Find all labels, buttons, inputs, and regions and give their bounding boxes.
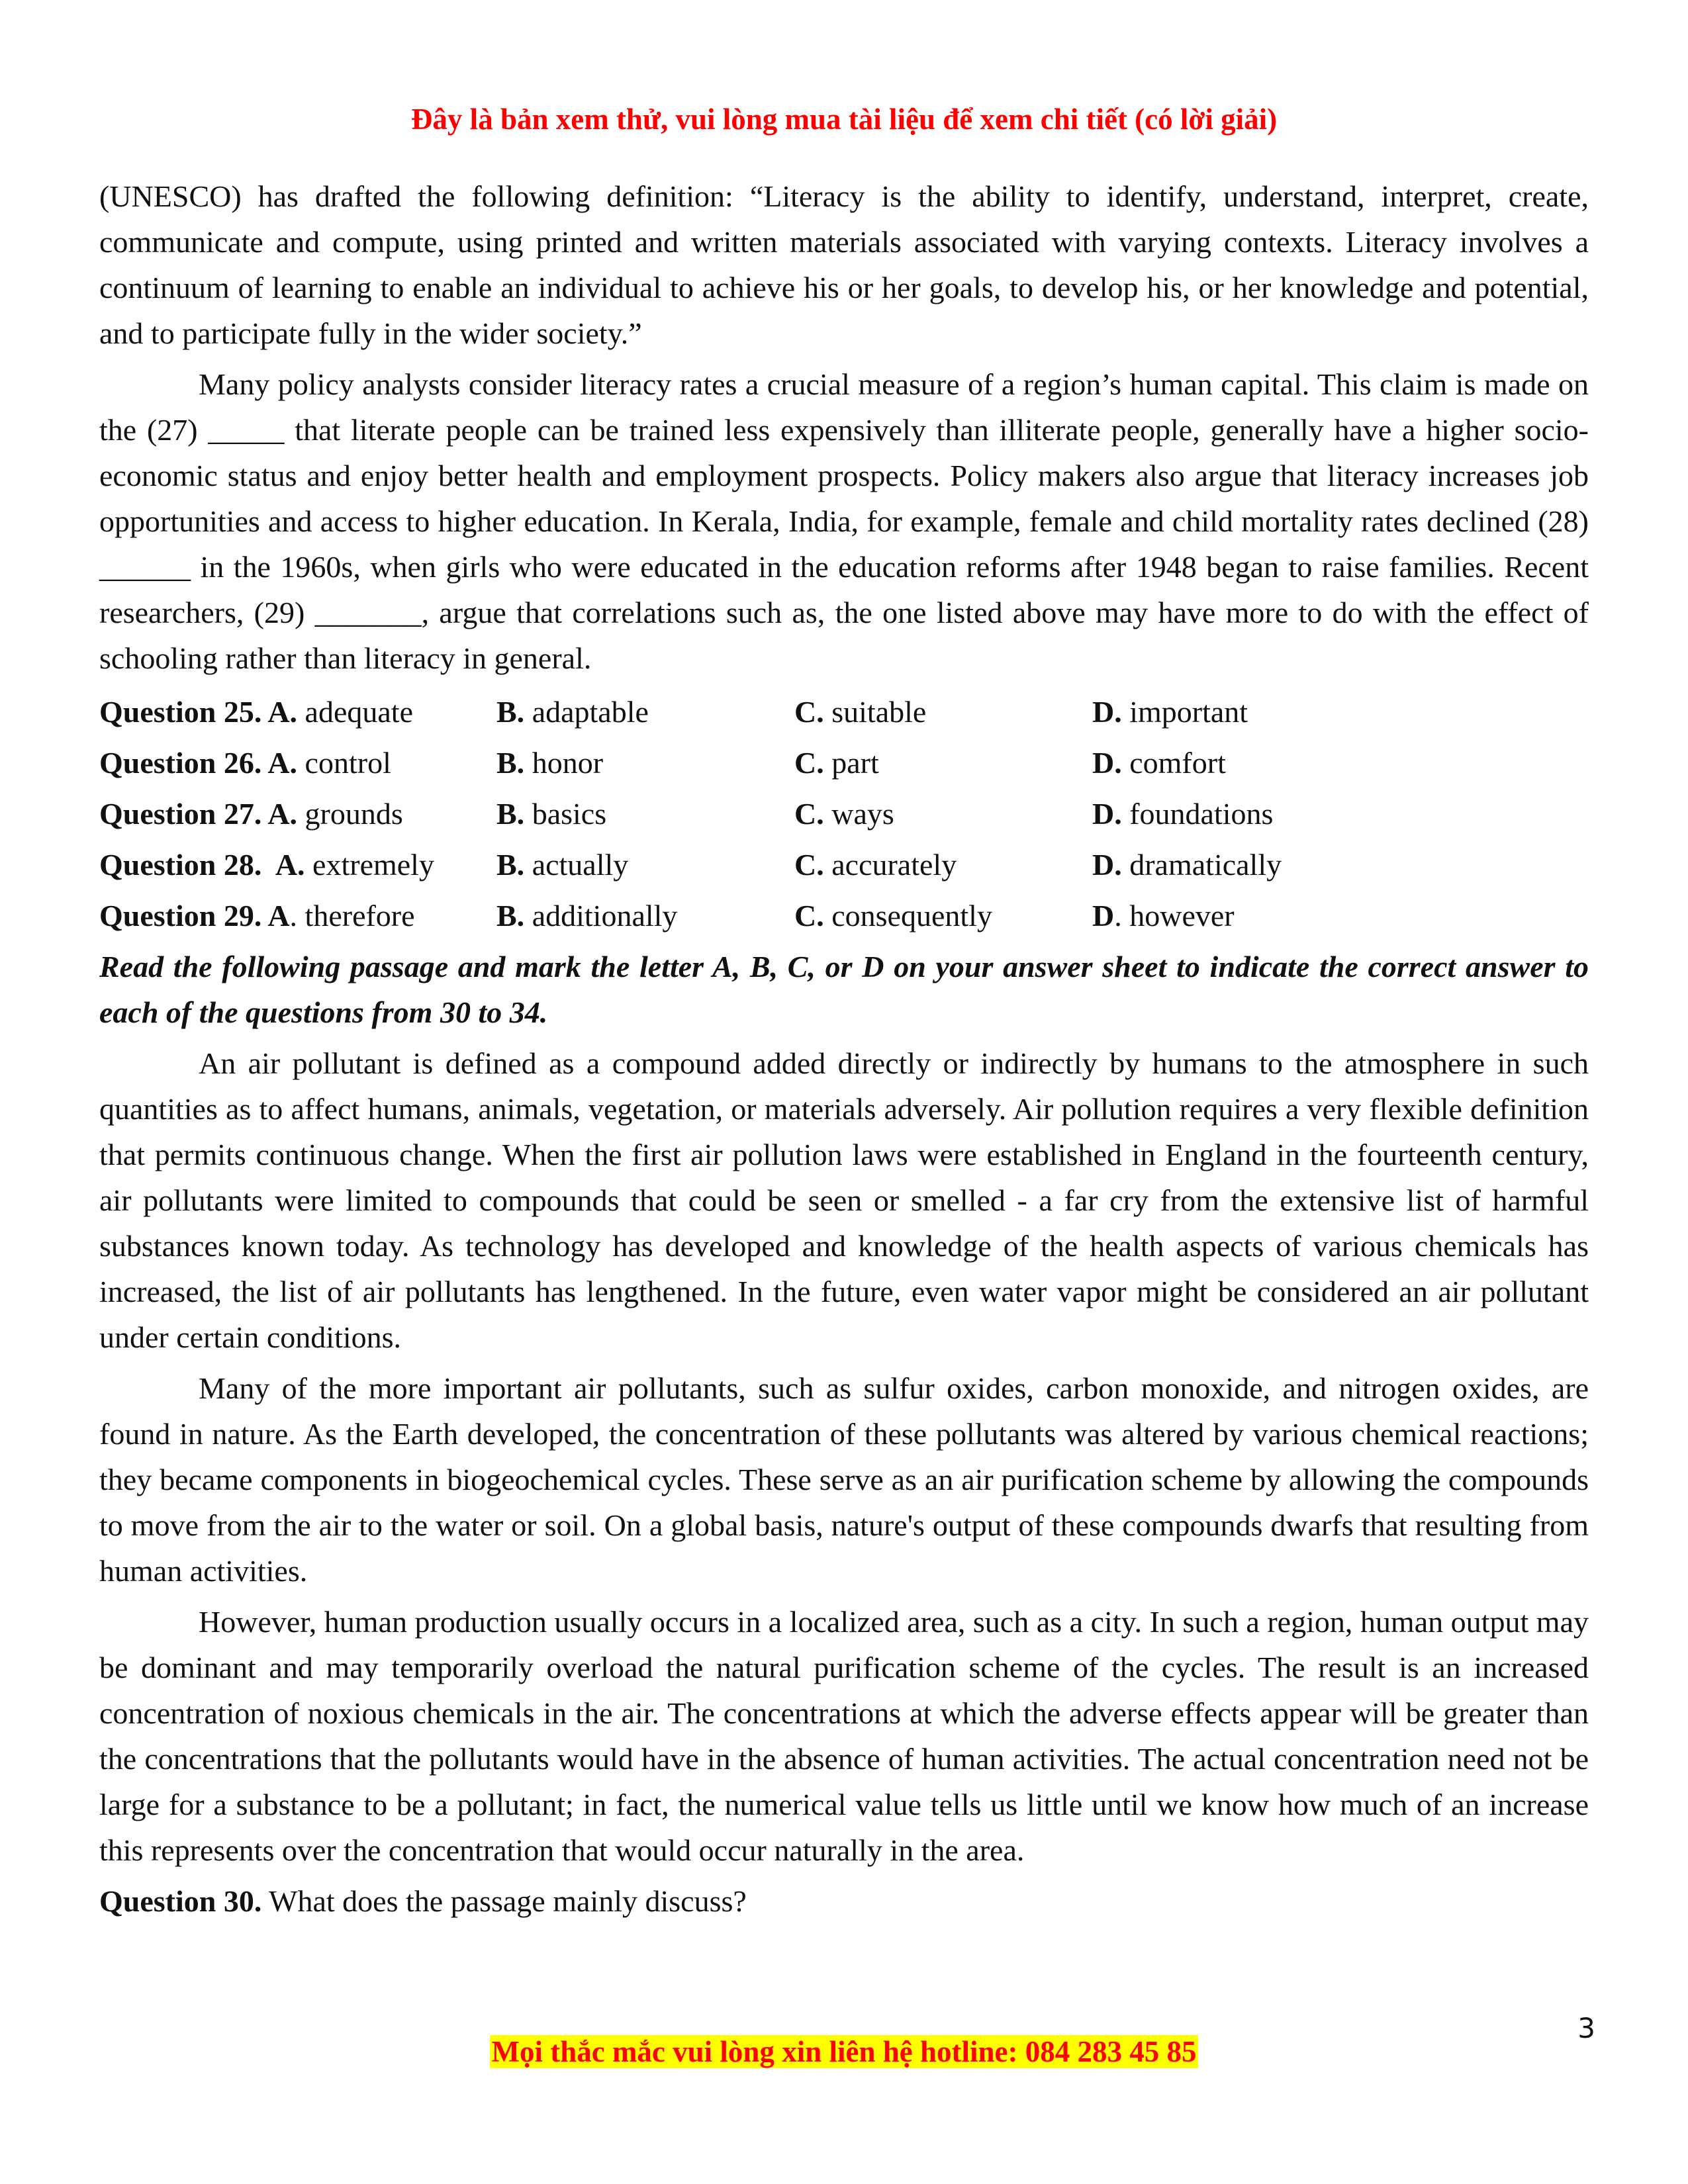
question-row: [99, 737, 1589, 788]
option-label: D.: [1092, 746, 1122, 780]
question-28: [99, 842, 496, 887]
document-body: [99, 173, 1589, 1929]
option-c: ways: [823, 797, 894, 831]
hotline-footer: [0, 2032, 1688, 2071]
option-a: . therefore: [289, 899, 415, 933]
option-a: adequate: [297, 695, 413, 729]
option-label: D.: [1092, 848, 1122, 882]
option-b: adaptable: [524, 695, 649, 729]
passage-paragraph-1: An air pollutant is defined as a compound added directly or indirectly by humans to the atmosphere in such quantities as to affect humans, animals, vegetation, or materials adversely. Air pollution requires a very flexible definition that permits continuous change. When the first air pollution laws were established in England in the fourteenth century, air pollutants were limited to compounds that could be seen or smelled - a far cry from the extensive list of harmful substances known today. As technology has developed and knowledge of the health aspects of various chemicals has increased, the list of air pollutants has lengthened. In the future, even water vapor might be considered an air pollutant under certain conditions.: [99, 1046, 1589, 1354]
option-d-cell: [1092, 842, 1489, 887]
option-label: C.: [794, 746, 824, 780]
option-d-cell: [1092, 689, 1489, 735]
hotline-text: Mọi thắc mắc vui lòng xin liên hệ hotline: 084 283 45 85: [491, 2035, 1197, 2068]
option-label: B.: [496, 899, 525, 933]
question-row: [99, 839, 1589, 890]
option-c: suitable: [823, 695, 927, 729]
passage-paragraph-3: However, human production usually occurs in a localized area, such as a city. In such a region, human output may be dominant and may temporarily overload the natural purification scheme of the cycles. The result is an increased concentration of noxious chemicals in the air. The concentrations at which the adverse effects appear will be greater than the concentrations that the pollutants would have in the absence of human activities. The actual concentration need not be large for a substance to be a pollutant; in fact, the numerical value tells us little until we know how much of an increase this represents over the concentration that would occur naturally in the area.: [99, 1605, 1589, 1867]
option-c-cell: [794, 842, 1092, 887]
option-d-cell: [1092, 791, 1489, 837]
option-b: honor: [524, 746, 604, 780]
option-a: extremely: [305, 848, 434, 882]
option-label: D.: [1092, 797, 1122, 831]
option-d: dramatically: [1121, 848, 1282, 882]
question-text: What does the passage mainly discuss?: [261, 1884, 747, 1918]
option-b-cell: [496, 791, 794, 837]
option-c-cell: [794, 740, 1092, 786]
option-c: accurately: [823, 848, 957, 882]
option-label: C.: [794, 848, 824, 882]
question-list: [99, 686, 1589, 941]
question-27: [99, 791, 496, 837]
question-29: [99, 893, 496, 938]
page-number: 3: [1577, 2012, 1595, 2044]
option-label: B.: [496, 797, 525, 831]
option-label: B.: [496, 695, 525, 729]
option-d: foundations: [1121, 797, 1274, 831]
option-b: actually: [524, 848, 629, 882]
option-label: C.: [794, 899, 824, 933]
option-c: consequently: [823, 899, 992, 933]
option-d: . however: [1114, 899, 1235, 933]
option-d-cell: [1092, 740, 1489, 786]
question-label: Question 29. A: [99, 899, 290, 933]
preview-notice: [0, 99, 1688, 139]
question-label: Question 30.: [99, 1884, 262, 1918]
option-c-cell: [794, 791, 1092, 837]
question-label: Question 26. A.: [99, 746, 298, 780]
preview-notice-text: Đây là bản xem thử, vui lòng mua tài liệu để xem chi tiết (có lời giải): [410, 103, 1278, 136]
option-label: D.: [1092, 695, 1122, 729]
question-label: Question 28. A.: [99, 848, 305, 882]
question-label: Question 25. A.: [99, 695, 298, 729]
question-25: [99, 689, 496, 735]
option-label: C.: [794, 695, 824, 729]
passage-paragraph-2: Many of the more important air pollutants, such as sulfur oxides, carbon monoxide, and nitrogen oxides, are found in nature. As the Earth developed, the concentration of these pollutants was altered by various chemical reactions; they became components in biogeochemical cycles. These serve as an air purification scheme by allowing the compounds to move from the air to the water or soil. On a global basis, nature's output of these compounds dwarfs that resulting from human activities.: [99, 1371, 1589, 1588]
question-26: [99, 740, 496, 786]
option-label: D: [1092, 899, 1115, 933]
option-b: additionally: [524, 899, 678, 933]
option-c-cell: [794, 893, 1092, 938]
option-label: B.: [496, 746, 525, 780]
reading-paragraph-1: (UNESCO) has drafted the following definition: “Literacy is the ability to identify, understand, interpret, create, communicate and compute, using printed and written materials associated with varying contexts. Literacy involves a continuum of learning to enable an individual to achieve his or her goals, to develop his, or her knowledge and potential, and to participate fully in the wider society.”: [99, 179, 1589, 350]
option-a: control: [297, 746, 391, 780]
option-d-cell: [1092, 893, 1489, 938]
option-a: grounds: [297, 797, 403, 831]
option-b-cell: [496, 689, 794, 735]
question-row: [99, 788, 1589, 839]
option-b-cell: [496, 842, 794, 887]
question-30: [99, 1878, 1589, 1924]
reading-paragraph-2: Many policy analysts consider literacy rates a crucial measure of a region’s human capital. This claim is made on the (27) _____ that literate people can be trained less expensively than illiterate people, generally have a higher socio-economic status and enjoy better health and employment prospects. Policy makers also argue that literacy increases job opportunities and access to higher education. In Kerala, India, for example, female and child mortality rates declined (28) ______ in the 1960s, when girls who were educated in the education reforms after 1948 began to raise families. Recent researchers, (29) _______, argue that correlations such as, the one listed above may have more to do with the effect of schooling rather than literacy in general.: [99, 367, 1589, 675]
option-label: C.: [794, 797, 824, 831]
option-b: basics: [524, 797, 607, 831]
option-b-cell: [496, 740, 794, 786]
option-c: part: [823, 746, 879, 780]
option-b-cell: [496, 893, 794, 938]
question-row: [99, 890, 1589, 941]
option-d: important: [1121, 695, 1248, 729]
passage-instruction: Read the following passage and mark the letter A, B, C, or D on your answer sheet to indicate the correct answer to each of the questions from 30 to 34.: [99, 950, 1589, 1029]
option-c-cell: [794, 689, 1092, 735]
question-row: [99, 686, 1589, 737]
option-d: comfort: [1121, 746, 1226, 780]
question-label: Question 27. A.: [99, 797, 298, 831]
option-label: B.: [496, 848, 525, 882]
